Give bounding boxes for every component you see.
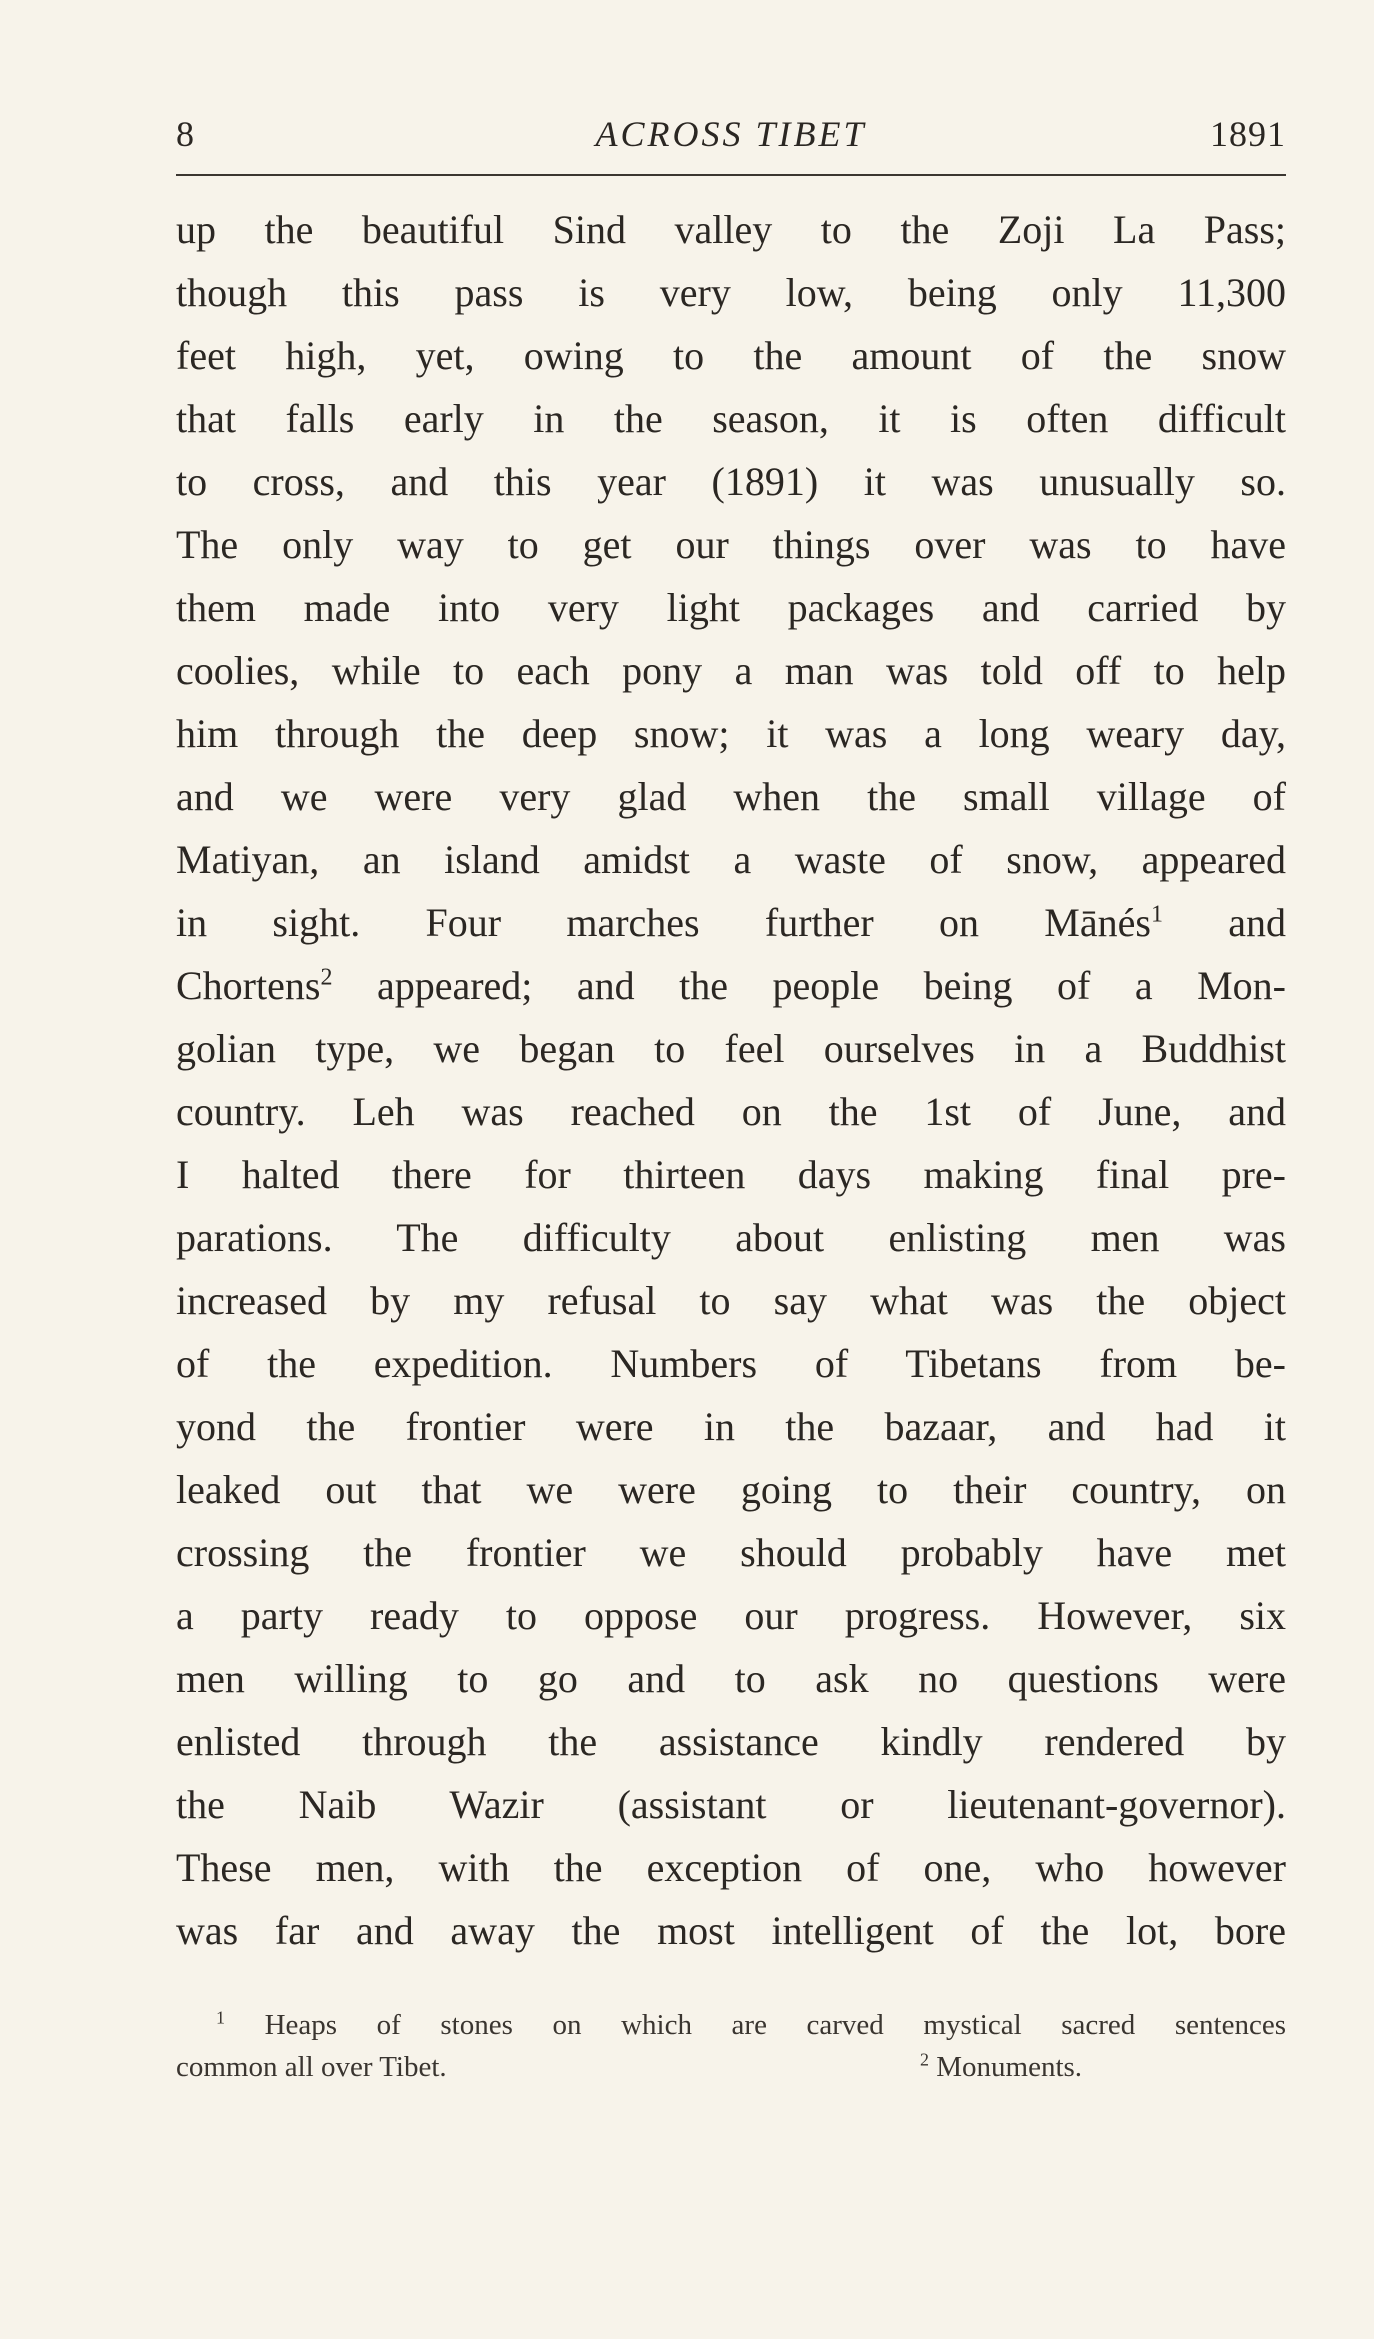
text-line: of the expedition. Numbers of Tibetans from be- (176, 1341, 1286, 1386)
line-text: in sight. Four marches further on Mānés (176, 900, 1151, 945)
text-line: leaked out that we were going to their country, on (176, 1467, 1286, 1512)
text-line: up the beautiful Sind valley to the Zoji La Pass; (176, 207, 1286, 252)
header-rule (176, 174, 1286, 176)
text-line: country. Leh was reached on the 1st of June, and (176, 1089, 1286, 1134)
text-line: parations. The difficulty about enlisting men was (176, 1215, 1286, 1260)
text-line: to cross, and this year (1891) it was unusually so. (176, 459, 1286, 504)
page-number: 8 (176, 114, 194, 154)
text-line: him through the deep snow; it was a long weary day, (176, 711, 1286, 756)
footnote-marker-2: 2 (920, 2049, 929, 2070)
footnote-1-text: Heaps of stones on which are carved mystical sacred sentences (264, 2009, 1286, 2041)
text-line: and we were very glad when the small village of (176, 774, 1286, 819)
text-line: a party ready to oppose our progress. However, six (176, 1593, 1286, 1638)
text-line: golian type, we began to feel ourselves in a Buddhist (176, 1026, 1286, 1071)
line-text: and (1162, 900, 1286, 945)
text-line: yond the frontier were in the bazaar, and had it (176, 1404, 1286, 1449)
text-line: I halted there for thirteen days making final pre- (176, 1152, 1286, 1197)
footnote-1-continuation: common all over Tibet. (176, 2051, 447, 2083)
text-line: increased by my refusal to say what was the object (176, 1278, 1286, 1323)
footnote-ref-1: 1 (1150, 901, 1163, 928)
footnote-line-2 (176, 2046, 1286, 2088)
text-line: The only way to get our things over was to have (176, 522, 1286, 567)
line-text: Chortens (176, 963, 321, 1008)
page-header (176, 108, 1286, 160)
text-line: that falls early in the season, it is often difficult (176, 396, 1286, 441)
text-line: crossing the frontier we should probably have met (176, 1530, 1286, 1575)
body-text (176, 198, 1286, 1962)
text-line: though this pass is very low, being only 11,300 (176, 270, 1286, 315)
text-line: feet high, yet, owing to the amount of the snow (176, 333, 1286, 378)
footnote-ref-2: 2 (320, 964, 333, 991)
footnote-2-text: Monuments. (936, 2051, 1083, 2083)
footnotes (176, 2004, 1286, 2088)
footnote-1 (176, 2004, 1286, 2046)
header-year: 1891 (1210, 114, 1286, 154)
text-line: the Naib Wazir (assistant or lieutenant-governor). (176, 1782, 1286, 1827)
text-line: was far and away the most intelligent of the lot, bore (176, 1908, 1286, 1953)
line-text: appeared; and the people being of a Mon- (332, 963, 1286, 1008)
text-line: men willing to go and to ask no questions were (176, 1656, 1286, 1701)
text-line: them made into very light packages and carried by (176, 585, 1286, 630)
footnote-marker-1: 1 (216, 2007, 225, 2028)
text-line-with-footnote-ref (176, 954, 1286, 1017)
text-line: These men, with the exception of one, who however (176, 1845, 1286, 1890)
text-line: enlisted through the assistance kindly rendered by (176, 1719, 1286, 1764)
text-line-with-footnote-ref (176, 891, 1286, 954)
text-line: coolies, while to each pony a man was told off to help (176, 648, 1286, 693)
footnote-2 (920, 2046, 1082, 2088)
text-line: Matiyan, an island amidst a waste of snow, appeared (176, 837, 1286, 882)
running-title: ACROSS TIBET (595, 114, 867, 154)
